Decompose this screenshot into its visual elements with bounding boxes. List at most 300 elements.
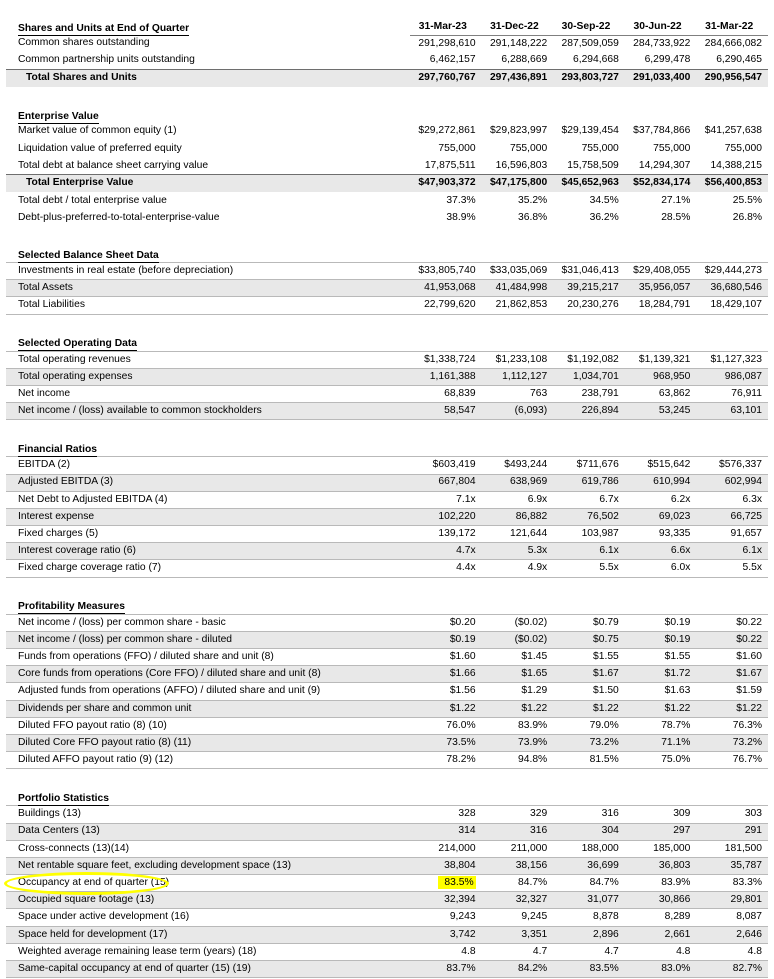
row-value-buildings-13-31-mar-23: 328 — [410, 806, 482, 823]
row-label-adjusted-ebitda-3: Adjusted EBITDA (3) — [6, 474, 410, 491]
section-heading-spacer-cell — [696, 243, 768, 263]
section-heading-financial-ratios — [6, 437, 410, 457]
row-value-common-shares-outstanding-31-mar-22: 284,666,082 — [704, 37, 762, 49]
table-row-space-under-active-development-16 — [6, 909, 768, 926]
row-label-occupancy-at-end-of-quarter-15: Occupancy at end of quarter (15) — [6, 875, 410, 892]
row-value-net-income-loss-per-common-share-basic-31-mar-23: $0.20 — [410, 614, 482, 631]
row-value-common-partnership-units-outstanding-30-jun-22: 6,299,478 — [644, 54, 691, 66]
section-heading-enterprise-value — [6, 103, 410, 123]
row-value-total-debt-at-balance-sheet-carrying-value-31-dec-22: 16,596,803 — [495, 159, 548, 171]
row-label-funds-from-operations-ffo-diluted-share-and-unit-8: Funds from operations (FFO) / diluted share and unit (8) — [6, 649, 410, 666]
table-row-buildings-13 — [6, 806, 768, 823]
row-value-net-rentable-square-feet-excluding-development-space-13-31-mar-22: 35,787 — [696, 857, 768, 874]
row-value-market-value-of-common-equity-1-31-mar-23: $29,272,861 — [418, 125, 476, 137]
table-row-adjusted-funds-from-operations-affo-diluted-share-and-unit-9 — [6, 683, 768, 700]
row-value-net-income-loss-per-common-share-basic-30-sep-22: $0.79 — [553, 614, 625, 631]
row-value-dividends-per-share-and-common-unit-31-dec-22: $1.22 — [482, 700, 554, 717]
row-value-common-shares-outstanding-30-sep-22: 287,509,059 — [561, 37, 619, 49]
section-heading-spacer-cell — [696, 103, 768, 123]
row-value-market-value-of-common-equity-1-30-sep-22: $29,139,454 — [561, 125, 619, 137]
section-heading-spacer-cell — [410, 331, 482, 351]
row-value-interest-expense-31-mar-23: 102,220 — [410, 508, 482, 525]
table-row-interest-coverage-ratio-6 — [6, 543, 768, 560]
row-label-interest-coverage-ratio-6: Interest coverage ratio (6) — [6, 543, 410, 560]
row-value-total-operating-expenses-30-jun-22: 968,950 — [625, 368, 697, 385]
row-value-investments-in-real-estate-before-depreciation-30-jun-22: $29,408,055 — [625, 263, 697, 280]
row-label-total-debt-at-balance-sheet-carrying-value: Total debt at balance sheet carrying value — [18, 159, 209, 171]
table-row-space-held-for-development-17 — [6, 926, 768, 943]
row-value-market-value-of-common-equity-1-31-dec-22: $29,823,997 — [489, 125, 548, 137]
row-value-net-income-31-dec-22: 763 — [482, 385, 554, 402]
section-heading-spacer-cell — [625, 331, 697, 351]
row-value-diluted-core-ffo-payout-ratio-8-11-30-jun-22: 71.1% — [625, 734, 697, 751]
table-row-adjusted-ebitda-3 — [6, 474, 768, 491]
row-value-dividends-per-share-and-common-unit-30-sep-22: $1.22 — [553, 700, 625, 717]
section-heading-row-selected-balance-sheet-data — [6, 243, 768, 263]
row-value-dividends-per-share-and-common-unit-31-mar-23: $1.22 — [410, 700, 482, 717]
section-heading-text: Profitability Measures — [18, 601, 126, 613]
row-value-weighted-average-remaining-lease-term-years-18-31-mar-23: 4.8 — [410, 943, 482, 960]
row-value-diluted-affo-payout-ratio-9-12-30-jun-22: 75.0% — [625, 752, 697, 769]
row-value-space-under-active-development-16-30-sep-22: 8,878 — [553, 909, 625, 926]
section-heading-profitability-measures — [6, 594, 410, 614]
row-label-diluted-ffo-payout-ratio-8-10: Diluted FFO payout ratio (8) (10) — [6, 717, 410, 734]
table-row-net-income-loss-available-to-common-stockholders — [6, 403, 768, 420]
section-heading-row-enterprise-value — [6, 103, 768, 123]
row-label-space-held-for-development-17: Space held for development (17) — [6, 926, 410, 943]
section-heading-spacer-cell — [482, 243, 554, 263]
row-label-total-liabilities: Total Liabilities — [6, 297, 410, 314]
table-row-fixed-charges-5 — [6, 526, 768, 543]
row-value-occupied-square-footage-13-31-dec-22: 32,327 — [482, 892, 554, 909]
row-value-diluted-affo-payout-ratio-9-12-31-dec-22: 94.8% — [482, 752, 554, 769]
row-value-liquidation-value-of-preferred-equity-30-jun-22: 755,000 — [653, 142, 691, 154]
row-value-occupied-square-footage-13-31-mar-22: 29,801 — [696, 892, 768, 909]
row-value-diluted-core-ffo-payout-ratio-8-11-31-mar-22: 73.2% — [696, 734, 768, 751]
section-heading-spacer-cell — [696, 331, 768, 351]
table-row-total-operating-revenues — [6, 351, 768, 368]
row-value-investments-in-real-estate-before-depreciation-30-sep-22: $31,046,413 — [553, 263, 625, 280]
column-header-31-mar-23: 31-Mar-23 — [410, 14, 482, 35]
row-label-buildings-13: Buildings (13) — [6, 806, 410, 823]
row-value-total-debt-total-enterprise-value-30-jun-22: 27.1% — [661, 194, 691, 206]
section-heading-spacer-cell — [482, 594, 554, 614]
row-value-space-held-for-development-17-31-mar-22: 2,646 — [696, 926, 768, 943]
row-value-buildings-13-31-mar-22: 303 — [696, 806, 768, 823]
table-row-occupancy-at-end-of-quarter-15 — [6, 875, 768, 892]
row-value-total-operating-revenues-31-dec-22: $1,233,108 — [482, 351, 554, 368]
row-value-occupancy-at-end-of-quarter-15-30-jun-22: 83.9% — [625, 875, 697, 892]
row-value-cross-connects-13-14-30-jun-22: 185,000 — [625, 840, 697, 857]
row-value-cross-connects-13-14-30-sep-22: 188,000 — [553, 840, 625, 857]
row-value-fixed-charge-coverage-ratio-7-30-jun-22: 6.0x — [625, 560, 697, 577]
table-row-common-shares-outstanding — [6, 35, 768, 52]
row-value-investments-in-real-estate-before-depreciation-31-dec-22: $33,035,069 — [482, 263, 554, 280]
table-row-dividends-per-share-and-common-unit — [6, 700, 768, 717]
table-row-fixed-charge-coverage-ratio-7 — [6, 560, 768, 577]
row-value-adjusted-funds-from-operations-affo-diluted-share-and-unit-9-31-mar-23: $1.56 — [410, 683, 482, 700]
occupancy-value-highlight: 83.5% — [438, 876, 475, 889]
section-heading-spacer-cell — [696, 437, 768, 457]
row-label-net-debt-to-adjusted-ebitda-4: Net Debt to Adjusted EBITDA (4) — [6, 491, 410, 508]
row-value-fixed-charge-coverage-ratio-7-31-mar-22: 5.5x — [696, 560, 768, 577]
table-row-total-debt-total-enterprise-value — [6, 192, 768, 209]
row-value-ebitda-2-30-jun-22: $515,642 — [625, 457, 697, 474]
row-label-debt-plus-preferred-to-total-enterprise-value: Debt-plus-preferred-to-total-enterprise-value — [18, 211, 220, 223]
section-spacer-cell — [6, 315, 768, 331]
column-header-30-jun-22: 30-Jun-22 — [625, 14, 697, 35]
row-value-weighted-average-remaining-lease-term-years-18-31-mar-22: 4.8 — [696, 943, 768, 960]
row-value-total-enterprise-value-31-dec-22: $47,175,800 — [482, 175, 554, 193]
row-value-space-held-for-development-17-30-sep-22: 2,896 — [553, 926, 625, 943]
row-label-diluted-core-ffo-payout-ratio-8-11: Diluted Core FFO payout ratio (8) (11) — [6, 734, 410, 751]
row-value-net-rentable-square-feet-excluding-development-space-13-30-sep-22: 36,699 — [553, 857, 625, 874]
row-value-space-held-for-development-17-31-dec-22: 3,351 — [482, 926, 554, 943]
row-value-dividends-per-share-and-common-unit-30-jun-22: $1.22 — [625, 700, 697, 717]
row-value-buildings-13-30-sep-22: 316 — [553, 806, 625, 823]
row-label-cross-connects-13-14: Cross-connects (13)(14) — [6, 840, 410, 857]
row-value-interest-expense-31-mar-22: 66,725 — [696, 508, 768, 525]
row-value-adjusted-ebitda-3-31-mar-23: 667,804 — [410, 474, 482, 491]
row-label-total-operating-expenses: Total operating expenses — [6, 368, 410, 385]
section-heading-spacer-cell — [553, 786, 625, 806]
row-value-common-partnership-units-outstanding-31-dec-22: 6,288,669 — [501, 54, 548, 66]
table-row-common-partnership-units-outstanding — [6, 52, 768, 69]
column-header-30-sep-22: 30-Sep-22 — [553, 14, 625, 35]
table-row-net-income — [6, 385, 768, 402]
row-value-ebitda-2-31-mar-22: $576,337 — [696, 457, 768, 474]
row-value-interest-expense-30-jun-22: 69,023 — [625, 508, 697, 525]
row-value-total-debt-total-enterprise-value-31-mar-23: 37.3% — [446, 194, 476, 206]
row-value-common-partnership-units-outstanding-31-mar-23: 6,462,157 — [429, 54, 476, 66]
row-value-total-shares-and-units-30-jun-22: 291,033,400 — [625, 69, 697, 87]
row-value-total-shares-and-units-30-sep-22: 293,803,727 — [553, 69, 625, 87]
row-value-net-income-loss-available-to-common-stockholders-31-mar-22: 63,101 — [696, 403, 768, 420]
table-row-net-rentable-square-feet-excluding-development-space-13 — [6, 857, 768, 874]
row-value-liquidation-value-of-preferred-equity-31-mar-23: 755,000 — [438, 142, 476, 154]
row-value-debt-plus-preferred-to-total-enterprise-value-31-mar-22: 26.8% — [732, 211, 762, 223]
row-value-cross-connects-13-14-31-mar-22: 181,500 — [696, 840, 768, 857]
row-value-total-liabilities-30-sep-22: 20,230,276 — [553, 297, 625, 314]
row-value-space-under-active-development-16-30-jun-22: 8,289 — [625, 909, 697, 926]
row-value-core-funds-from-operations-core-ffo-diluted-share-and-unit-8-30-jun-22: $1.72 — [625, 666, 697, 683]
table-row-interest-expense — [6, 508, 768, 525]
row-value-adjusted-ebitda-3-31-dec-22: 638,969 — [482, 474, 554, 491]
row-value-adjusted-funds-from-operations-affo-diluted-share-and-unit-9-30-jun-22: $1.63 — [625, 683, 697, 700]
row-value-diluted-ffo-payout-ratio-8-10-31-mar-22: 76.3% — [696, 717, 768, 734]
row-value-net-income-loss-available-to-common-stockholders-31-dec-22: (6,093) — [482, 403, 554, 420]
row-value-occupied-square-footage-13-30-jun-22: 30,866 — [625, 892, 697, 909]
row-value-liquidation-value-of-preferred-equity-31-mar-22: 755,000 — [724, 142, 762, 154]
row-value-net-income-loss-available-to-common-stockholders-31-mar-23: 58,547 — [410, 403, 482, 420]
row-label-net-income-loss-per-common-share-basic: Net income / (loss) per common share - basic — [6, 614, 410, 631]
row-value-net-rentable-square-feet-excluding-development-space-13-30-jun-22: 36,803 — [625, 857, 697, 874]
row-value-total-assets-30-jun-22: 35,956,057 — [625, 280, 697, 297]
table-row-net-debt-to-adjusted-ebitda-4 — [6, 491, 768, 508]
row-value-occupancy-at-end-of-quarter-15-30-sep-22: 84.7% — [553, 875, 625, 892]
row-value-net-debt-to-adjusted-ebitda-4-30-sep-22: 6.7x — [553, 491, 625, 508]
row-value-fixed-charges-5-31-mar-22: 91,657 — [696, 526, 768, 543]
table-row-market-value-of-common-equity-1 — [6, 123, 768, 140]
row-value-debt-plus-preferred-to-total-enterprise-value-31-mar-23: 38.9% — [446, 211, 476, 223]
row-value-cross-connects-13-14-31-dec-22: 211,000 — [482, 840, 554, 857]
row-value-adjusted-funds-from-operations-affo-diluted-share-and-unit-9-31-mar-22: $1.59 — [696, 683, 768, 700]
table-row-diluted-affo-payout-ratio-9-12 — [6, 752, 768, 769]
row-label-fixed-charges-5: Fixed charges (5) — [6, 526, 410, 543]
section-heading-spacer-cell — [553, 243, 625, 263]
row-value-occupied-square-footage-13-31-mar-23: 32,394 — [410, 892, 482, 909]
row-value-core-funds-from-operations-core-ffo-diluted-share-and-unit-8-31-mar-23: $1.66 — [410, 666, 482, 683]
row-value-net-income-loss-per-common-share-basic-30-jun-22: $0.19 — [625, 614, 697, 631]
column-header-31-dec-22: 31-Dec-22 — [482, 14, 554, 35]
row-value-weighted-average-remaining-lease-term-years-18-31-dec-22: 4.7 — [482, 943, 554, 960]
row-value-fixed-charge-coverage-ratio-7-31-dec-22: 4.9x — [482, 560, 554, 577]
row-value-same-capital-occupancy-at-end-of-quarter-15-19-30-sep-22: 83.5% — [553, 961, 625, 978]
section-heading-row-selected-operating-data — [6, 331, 768, 351]
row-label-total-debt-total-enterprise-value: Total debt / total enterprise value — [18, 194, 167, 206]
section-heading-shares-and-units-at-end-of-quarter — [6, 14, 410, 35]
table-row-occupied-square-footage-13 — [6, 892, 768, 909]
row-value-interest-coverage-ratio-6-30-sep-22: 6.1x — [553, 543, 625, 560]
section-spacer — [6, 421, 768, 437]
row-value-net-income-30-sep-22: 238,791 — [553, 385, 625, 402]
row-value-total-debt-total-enterprise-value-31-dec-22: 35.2% — [518, 194, 548, 206]
row-value-total-enterprise-value-30-sep-22: $45,652,963 — [553, 175, 625, 193]
table-row-weighted-average-remaining-lease-term-years-18 — [6, 943, 768, 960]
row-value-total-liabilities-31-mar-22: 18,429,107 — [696, 297, 768, 314]
row-value-occupied-square-footage-13-30-sep-22: 31,077 — [553, 892, 625, 909]
row-value-funds-from-operations-ffo-diluted-share-and-unit-8-30-jun-22: $1.55 — [625, 649, 697, 666]
section-heading-spacer-cell — [410, 243, 482, 263]
row-value-net-income-loss-available-to-common-stockholders-30-sep-22: 226,894 — [553, 403, 625, 420]
row-value-net-income-30-jun-22: 63,862 — [625, 385, 697, 402]
row-value-total-assets-31-mar-22: 36,680,546 — [696, 280, 768, 297]
section-spacer-cell — [6, 421, 768, 437]
section-spacer — [6, 87, 768, 103]
row-label-fixed-charge-coverage-ratio-7: Fixed charge coverage ratio (7) — [6, 560, 410, 577]
table-row-diluted-core-ffo-payout-ratio-8-11 — [6, 734, 768, 751]
section-heading-text: Portfolio Statistics — [18, 793, 109, 805]
section-heading-spacer-cell — [553, 594, 625, 614]
row-value-net-rentable-square-feet-excluding-development-space-13-31-mar-23: 38,804 — [410, 857, 482, 874]
table-row-total-total-enterprise-value — [6, 175, 768, 193]
row-value-investments-in-real-estate-before-depreciation-31-mar-22: $29,444,273 — [696, 263, 768, 280]
row-value-debt-plus-preferred-to-total-enterprise-value-31-dec-22: 36.8% — [518, 211, 548, 223]
row-value-net-income-loss-per-common-share-diluted-31-mar-23: $0.19 — [410, 631, 482, 648]
row-value-total-debt-total-enterprise-value-31-mar-22: 25.5% — [732, 194, 762, 206]
row-value-liquidation-value-of-preferred-equity-30-sep-22: 755,000 — [581, 142, 619, 154]
section-heading-spacer-cell — [625, 786, 697, 806]
row-value-total-operating-expenses-30-sep-22: 1,034,701 — [553, 368, 625, 385]
row-label-net-income-loss-available-to-common-stockholders: Net income / (loss) available to common stockholders — [6, 403, 410, 420]
section-heading-spacer-cell — [553, 437, 625, 457]
table-row-liquidation-value-of-preferred-equity — [6, 140, 768, 157]
row-value-interest-coverage-ratio-6-31-dec-22: 5.3x — [482, 543, 554, 560]
row-value-fixed-charge-coverage-ratio-7-31-mar-23: 4.4x — [410, 560, 482, 577]
row-value-buildings-13-30-jun-22: 309 — [625, 806, 697, 823]
row-value-investments-in-real-estate-before-depreciation-31-mar-23: $33,805,740 — [410, 263, 482, 280]
row-value-weighted-average-remaining-lease-term-years-18-30-sep-22: 4.7 — [553, 943, 625, 960]
section-heading-spacer-cell — [625, 594, 697, 614]
row-value-total-operating-revenues-30-sep-22: $1,192,082 — [553, 351, 625, 368]
table-row-diluted-ffo-payout-ratio-8-10 — [6, 717, 768, 734]
row-label-investments-in-real-estate-before-depreciation: Investments in real estate (before depreciation) — [6, 263, 410, 280]
row-value-fixed-charges-5-30-sep-22: 103,987 — [553, 526, 625, 543]
row-value-same-capital-occupancy-at-end-of-quarter-15-19-31-mar-22: 82.7% — [696, 961, 768, 978]
row-value-space-under-active-development-16-31-mar-23: 9,243 — [410, 909, 482, 926]
row-value-funds-from-operations-ffo-diluted-share-and-unit-8-31-mar-22: $1.60 — [696, 649, 768, 666]
row-value-total-debt-at-balance-sheet-carrying-value-31-mar-23: 17,875,511 — [424, 159, 476, 171]
row-label-common-shares-outstanding: Common shares outstanding — [18, 37, 150, 49]
row-label-common-partnership-units-outstanding: Common partnership units outstanding — [18, 54, 195, 66]
row-value-data-centers-13-30-sep-22: 304 — [553, 823, 625, 840]
section-spacer — [6, 227, 768, 243]
row-label-core-funds-from-operations-core-ffo-diluted-share-and-unit-8: Core funds from operations (Core FFO) / diluted share and unit (8) — [6, 666, 410, 683]
row-value-core-funds-from-operations-core-ffo-diluted-share-and-unit-8-30-sep-22: $1.67 — [553, 666, 625, 683]
section-spacer — [6, 315, 768, 331]
row-value-fixed-charge-coverage-ratio-7-30-sep-22: 5.5x — [553, 560, 625, 577]
row-label-interest-expense: Interest expense — [6, 508, 410, 525]
row-value-same-capital-occupancy-at-end-of-quarter-15-19-31-dec-22: 84.2% — [482, 961, 554, 978]
row-value-same-capital-occupancy-at-end-of-quarter-15-19-30-jun-22: 83.0% — [625, 961, 697, 978]
row-value-diluted-core-ffo-payout-ratio-8-11-30-sep-22: 73.2% — [553, 734, 625, 751]
section-heading-text: Shares and Units at End of Quarter — [18, 22, 190, 34]
row-value-fixed-charges-5-31-dec-22: 121,644 — [482, 526, 554, 543]
section-heading-text: Financial Ratios — [18, 444, 97, 456]
row-label-market-value-of-common-equity-1: Market value of common equity (1) — [18, 125, 177, 137]
row-value-ebitda-2-30-sep-22: $711,676 — [553, 457, 625, 474]
row-label-total-shares-and-units: Total Shares and Units — [6, 69, 410, 87]
row-value-data-centers-13-31-mar-22: 291 — [696, 823, 768, 840]
row-label-total-enterprise-value: Total Enterprise Value — [6, 175, 410, 193]
row-value-space-under-active-development-16-31-dec-22: 9,245 — [482, 909, 554, 926]
column-header-31-mar-22: 31-Mar-22 — [696, 14, 768, 35]
section-heading-text: Selected Balance Sheet Data — [18, 249, 159, 261]
section-heading-selected-operating-data — [6, 331, 410, 351]
row-value-interest-coverage-ratio-6-30-jun-22: 6.6x — [625, 543, 697, 560]
row-value-liquidation-value-of-preferred-equity-31-dec-22: 755,000 — [509, 142, 548, 154]
table-row-net-income-loss-per-common-share-basic — [6, 614, 768, 631]
row-value-net-income-loss-per-common-share-basic-31-mar-22: $0.22 — [696, 614, 768, 631]
table-row-total-assets — [6, 280, 768, 297]
section-heading-spacer-cell — [482, 103, 554, 123]
row-value-net-income-31-mar-23: 68,839 — [410, 385, 482, 402]
row-value-data-centers-13-31-dec-22: 316 — [482, 823, 554, 840]
table-row-total-operating-expenses — [6, 368, 768, 385]
row-label-diluted-affo-payout-ratio-9-12: Diluted AFFO payout ratio (9) (12) — [6, 752, 410, 769]
row-value-total-debt-at-balance-sheet-carrying-value-31-mar-22: 14,388,215 — [710, 159, 762, 171]
row-value-cross-connects-13-14-31-mar-23: 214,000 — [410, 840, 482, 857]
table-row-debt-plus-preferred-to-total-enterprise-value — [6, 209, 768, 226]
section-heading-text: Selected Operating Data — [18, 338, 138, 350]
row-value-data-centers-13-31-mar-23: 314 — [410, 823, 482, 840]
row-value-diluted-core-ffo-payout-ratio-8-11-31-dec-22: 73.9% — [482, 734, 554, 751]
row-value-total-assets-30-sep-22: 39,215,217 — [553, 280, 625, 297]
row-value-debt-plus-preferred-to-total-enterprise-value-30-jun-22: 28.5% — [661, 211, 691, 223]
row-value-total-debt-at-balance-sheet-carrying-value-30-sep-22: 15,758,509 — [567, 159, 619, 171]
section-heading-spacer-cell — [625, 437, 697, 457]
row-value-total-operating-expenses-31-mar-23: 1,161,388 — [410, 368, 482, 385]
section-heading-spacer-cell — [482, 437, 554, 457]
row-value-total-assets-31-dec-22: 41,484,998 — [482, 280, 554, 297]
row-value-total-debt-at-balance-sheet-carrying-value-30-jun-22: 14,294,307 — [638, 159, 691, 171]
row-value-interest-expense-31-dec-22: 86,882 — [482, 508, 554, 525]
section-heading-spacer-cell — [696, 594, 768, 614]
section-heading-spacer-cell — [410, 594, 482, 614]
row-value-adjusted-ebitda-3-30-sep-22: 619,786 — [553, 474, 625, 491]
row-value-interest-coverage-ratio-6-31-mar-22: 6.1x — [696, 543, 768, 560]
row-value-common-shares-outstanding-31-dec-22: 291,148,222 — [489, 37, 548, 49]
row-value-funds-from-operations-ffo-diluted-share-and-unit-8-31-mar-23: $1.60 — [410, 649, 482, 666]
section-heading-portfolio-statistics — [6, 786, 410, 806]
row-value-net-income-loss-per-common-share-diluted-30-sep-22: $0.75 — [553, 631, 625, 648]
row-value-diluted-affo-payout-ratio-9-12-31-mar-22: 76.7% — [696, 752, 768, 769]
row-value-net-income-loss-per-common-share-diluted-31-mar-22: $0.22 — [696, 631, 768, 648]
section-spacer — [6, 578, 768, 594]
row-value-debt-plus-preferred-to-total-enterprise-value-30-sep-22: 36.2% — [589, 211, 619, 223]
row-value-diluted-affo-payout-ratio-9-12-31-mar-23: 78.2% — [410, 752, 482, 769]
row-value-net-income-loss-per-common-share-diluted-30-jun-22: $0.19 — [625, 631, 697, 648]
row-label-total-operating-revenues: Total operating revenues — [6, 351, 410, 368]
table-row-core-funds-from-operations-core-ffo-diluted-share-and-unit-8 — [6, 666, 768, 683]
row-value-occupancy-at-end-of-quarter-15-31-mar-22: 83.3% — [696, 875, 768, 892]
row-value-diluted-ffo-payout-ratio-8-10-31-dec-22: 83.9% — [482, 717, 554, 734]
row-value-diluted-ffo-payout-ratio-8-10-30-sep-22: 79.0% — [553, 717, 625, 734]
row-label-liquidation-value-of-preferred-equity: Liquidation value of preferred equity — [18, 142, 182, 154]
row-label-adjusted-funds-from-operations-affo-diluted-share-and-unit-9: Adjusted funds from operations (AFFO) / diluted share and unit (9) — [6, 683, 410, 700]
section-spacer-cell — [6, 770, 768, 786]
row-value-occupancy-at-end-of-quarter-15-31-mar-23 — [410, 875, 482, 892]
row-value-diluted-ffo-payout-ratio-8-10-30-jun-22: 78.7% — [625, 717, 697, 734]
section-heading-row-financial-ratios — [6, 437, 768, 457]
row-value-total-shares-and-units-31-mar-23: 297,760,767 — [410, 69, 482, 87]
table-row-investments-in-real-estate-before-depreciation — [6, 263, 768, 280]
row-value-net-debt-to-adjusted-ebitda-4-30-jun-22: 6.2x — [625, 491, 697, 508]
row-value-common-partnership-units-outstanding-31-mar-22: 6,290,465 — [716, 54, 762, 66]
table-row-total-total-shares-and-units — [6, 69, 768, 87]
section-heading-spacer-cell — [482, 786, 554, 806]
section-spacer-cell — [6, 578, 768, 594]
row-value-market-value-of-common-equity-1-31-mar-22: $41,257,638 — [704, 125, 762, 137]
row-label-dividends-per-share-and-common-unit: Dividends per share and common unit — [6, 700, 410, 717]
row-value-adjusted-ebitda-3-31-mar-22: 602,994 — [696, 474, 768, 491]
row-value-core-funds-from-operations-core-ffo-diluted-share-and-unit-8-31-mar-22: $1.67 — [696, 666, 768, 683]
row-value-total-operating-revenues-30-jun-22: $1,139,321 — [625, 351, 697, 368]
row-value-core-funds-from-operations-core-ffo-diluted-share-and-unit-8-31-dec-22: $1.65 — [482, 666, 554, 683]
section-heading-spacer-cell — [625, 243, 697, 263]
row-label-occupied-square-footage-13: Occupied square footage (13) — [6, 892, 410, 909]
row-label-weighted-average-remaining-lease-term-years-18: Weighted average remaining lease term (years) (18) — [6, 943, 410, 960]
section-heading-spacer-cell — [482, 331, 554, 351]
section-heading-row-profitability-measures — [6, 594, 768, 614]
table-row-total-debt-at-balance-sheet-carrying-value — [6, 157, 768, 174]
row-value-space-held-for-development-17-30-jun-22: 2,661 — [625, 926, 697, 943]
row-value-buildings-13-31-dec-22: 329 — [482, 806, 554, 823]
row-value-total-liabilities-31-dec-22: 21,862,853 — [482, 297, 554, 314]
row-value-diluted-ffo-payout-ratio-8-10-31-mar-23: 76.0% — [410, 717, 482, 734]
section-heading-row-portfolio-statistics — [6, 786, 768, 806]
row-value-common-partnership-units-outstanding-30-sep-22: 6,294,668 — [572, 54, 619, 66]
row-value-fixed-charges-5-31-mar-23: 139,172 — [410, 526, 482, 543]
section-heading-row-shares-and-units-at-end-of-quarter — [6, 14, 768, 35]
section-heading-spacer-cell — [410, 437, 482, 457]
row-value-net-debt-to-adjusted-ebitda-4-31-mar-22: 6.3x — [696, 491, 768, 508]
row-value-total-liabilities-31-mar-23: 22,799,620 — [410, 297, 482, 314]
row-value-occupancy-at-end-of-quarter-15-31-dec-22: 84.7% — [482, 875, 554, 892]
row-value-diluted-affo-payout-ratio-9-12-30-sep-22: 81.5% — [553, 752, 625, 769]
row-label-ebitda-2: EBITDA (2) — [6, 457, 410, 474]
row-value-ebitda-2-31-dec-22: $493,244 — [482, 457, 554, 474]
